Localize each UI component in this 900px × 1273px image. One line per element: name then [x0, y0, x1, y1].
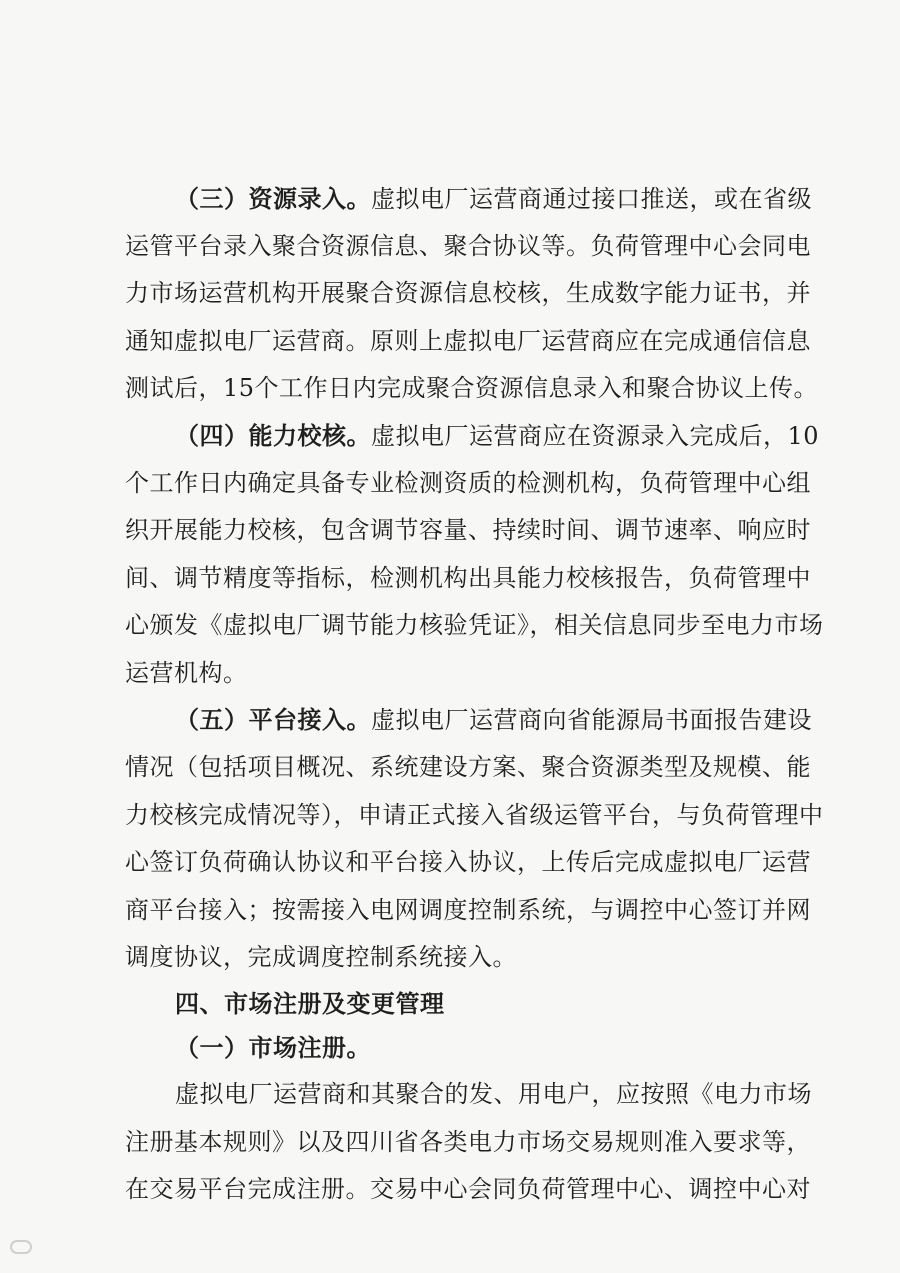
section-heading: 四、市场注册及变更管理	[175, 990, 445, 1018]
paragraph-line: 运管平台录入聚合资源信息、聚合协议等。负荷管理中心会同电	[125, 232, 811, 260]
item-lead: （五）平台接入。	[175, 705, 371, 734]
paragraph-line: （五）平台接入。虚拟电厂运营商向省能源局书面报告建设	[175, 705, 812, 734]
paragraph-line: 心颁发《虚拟电厂调节能力核验凭证》，相关信息同步至电力市场	[125, 611, 824, 639]
paragraph-line: （三）资源录入。虚拟电厂运营商通过接口推送，或在省级	[175, 184, 812, 213]
paragraph-line: 情况（包括项目概况、系统建设方案、聚合资源类型及规模、能	[125, 753, 811, 781]
watermark-logo-icon	[10, 1240, 32, 1254]
paragraph-line: 注册基本规则》以及四川省各类电力市场交易规则准入要求等，	[125, 1128, 811, 1156]
paragraph-line: 商平台接入；按需接入电网调度控制系统，与调控中心签订并网	[125, 896, 811, 924]
paragraph-line: 力市场运营机构开展聚合资源信息校核，生成数字能力证书，并	[125, 279, 811, 307]
paragraph-line: 心签订负荷确认协议和平台接入协议，上传后完成虚拟电厂运营	[125, 848, 811, 876]
paragraph-line: 测试后，15个工作日内完成聚合资源信息录入和聚合协议上传。	[125, 374, 819, 402]
sub-heading: （一）市场注册。	[175, 1033, 371, 1062]
paragraph-line: 力校核完成情况等），申请正式接入省级运管平台，与负荷管理中	[125, 801, 824, 829]
paragraph-line: （四）能力校核。虚拟电厂运营商应在资源录入完成后，10	[175, 421, 820, 450]
paragraph-line: 虚拟电厂运营商和其聚合的发、用电户，应按照《电力市场	[175, 1080, 812, 1108]
paragraph-line: 个工作日内确定具备专业检测资质的检测机构，负荷管理中心组	[125, 469, 811, 497]
paragraph-line: 调度协议，完成调度控制系统接入。	[125, 943, 517, 971]
paragraph-line: 运营机构。	[125, 659, 248, 687]
paragraph-line: 在交易平台完成注册。交易中心会同负荷管理中心、调控中心对	[125, 1175, 811, 1203]
paragraph-line: 通知虚拟电厂运营商。原则上虚拟电厂运营商应在完成通信信息	[125, 327, 811, 355]
paragraph-line: 织开展能力校核，包含调节容量、持续时间、调节速率、响应时	[125, 516, 811, 544]
watermark	[10, 1240, 36, 1254]
item-lead: （四）能力校核。	[175, 421, 371, 450]
item-lead: （三）资源录入。	[175, 184, 371, 213]
paragraph-line: 间、调节精度等指标，检测机构出具能力校核报告，负荷管理中	[125, 564, 811, 592]
